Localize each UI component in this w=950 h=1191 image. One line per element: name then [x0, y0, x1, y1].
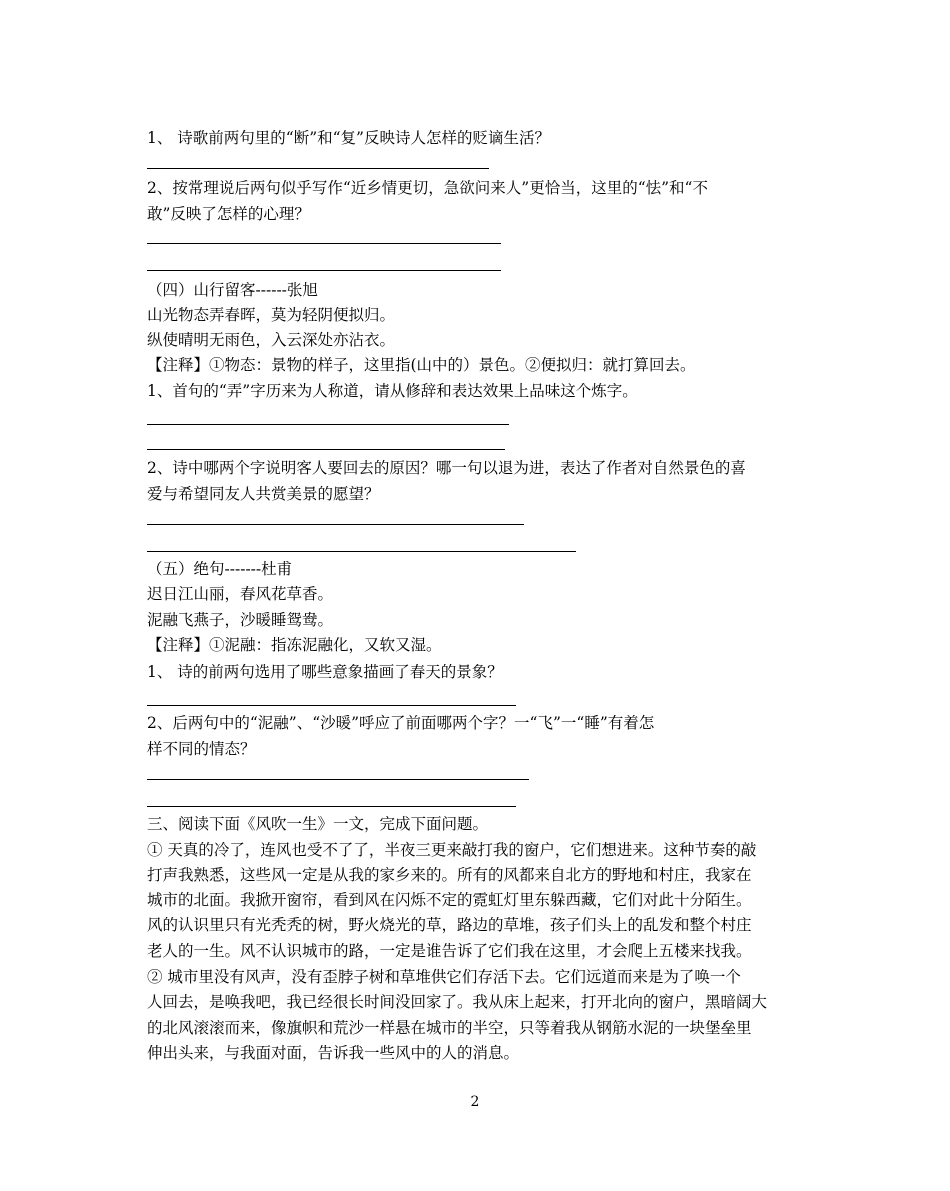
- question-4-2-line2: 爱与希望同友人共赏美景的愿望？: [147, 485, 380, 503]
- poem-4-line2: 纵使晴明无雨色，入云深处亦沾衣。: [147, 331, 396, 349]
- answer-line[interactable]: [147, 524, 524, 525]
- answer-line[interactable]: [147, 449, 505, 450]
- question-3-2-line1: 2、按常理说后两句似乎写作“近乡情更切，急欲问来人”更恰当，这里的“怯”和“不: [147, 179, 708, 197]
- answer-line[interactable]: [147, 806, 516, 807]
- answer-line[interactable]: [147, 270, 501, 271]
- poem-5-line2: 泥融飞燕子，沙暖睡鸳鸯。: [147, 611, 334, 629]
- section-3-title: 三、阅读下面《风吹一生》一文，完成下面问题。: [147, 815, 489, 833]
- reading-paragraph-line: 打声我熟悉，这些风一定是从我的家乡来的。所有的风都来自北方的野地和村庄，我家在: [147, 866, 752, 884]
- question-5-2-line2: 样不同的情态？: [147, 740, 256, 758]
- reading-paragraph-line: 风的认识里只有光秃秃的树，野火烧光的草，路边的草堆，孩子们头上的乱发和整个村庄: [147, 916, 752, 934]
- question-4-1: 1、首句的“弄”字历来为人称道，请从修辞和表达效果上品味这个炼字。: [147, 382, 638, 400]
- section-4-title: （四）山行留客------张旭: [147, 281, 318, 299]
- answer-line[interactable]: [147, 551, 576, 552]
- answer-line[interactable]: [147, 424, 509, 425]
- reading-paragraph-line: 的北风滚滚而来，像旗帜和荒沙一样悬在城市的半空，只等着我从钢筋水泥的一块堡垒里: [147, 1019, 752, 1037]
- answer-line[interactable]: [147, 243, 501, 244]
- question-5-1: 1、 诗的前两句选用了哪些意象描画了春天的景象？: [147, 663, 503, 681]
- reading-paragraph-line: 人回去，是唤我吧，我已经很长时间没回家了。我从床上起来，打开北向的窗户，黑暗阔大: [147, 993, 768, 1011]
- page-number: 2: [470, 1094, 480, 1110]
- reading-paragraph-line: ② 城市里没有风声，没有歪脖子树和草堆供它们存活下去。它们远道而来是为了唤一个: [147, 968, 741, 986]
- question-4-2-line1: 2、诗中哪两个字说明客人要回去的原因？哪一句以退为进，表达了作者对自然景色的喜: [147, 459, 746, 477]
- poem-5-line1: 迟日江山丽，春风花草香。: [147, 585, 334, 603]
- reading-paragraph-line: 城市的北面。我掀开窗帘，看到风在闪烁不定的霓虹灯里东躲西藏，它们对此十分陌生。: [147, 891, 752, 909]
- answer-line[interactable]: [147, 168, 489, 169]
- reading-paragraph-line: ① 天真的冷了，连风也受不了了，半夜三更来敲打我的窗户，它们想进来。这种节奏的敲: [147, 841, 757, 859]
- question-3-2-line2: 敢”反映了怎样的心理？: [147, 205, 310, 223]
- answer-line[interactable]: [147, 705, 516, 706]
- reading-paragraph-line: 伸出头来，与我面对面，告诉我一些风中的人的消息。: [147, 1044, 520, 1062]
- section-5-title: （五）绝句-------杜甫: [147, 560, 293, 578]
- question-5-2-line1: 2、后两句中的“泥融”、“沙暖”呼应了前面哪两个字？一“飞”一“睡”有着怎: [147, 714, 655, 732]
- answer-line[interactable]: [147, 779, 529, 780]
- question-3-1: 1、 诗歌前两句里的“断”和“复”反映诗人怎样的贬谪生活？: [147, 129, 550, 147]
- poem-4-line1: 山光物态弄春晖，莫为轻阴便拟归。: [147, 306, 396, 324]
- poem-5-note: 【注释】①泥融：指冻泥融化，又软又湿。: [147, 636, 442, 654]
- reading-paragraph-line: 老人的一生。风不认识城市的路，一定是谁告诉了它们我在这里，才会爬上五楼来找我。: [147, 942, 752, 960]
- poem-4-note: 【注释】①物态：景物的样子，这里指(山中的）景色。②便拟归：就打算回去。: [147, 356, 696, 374]
